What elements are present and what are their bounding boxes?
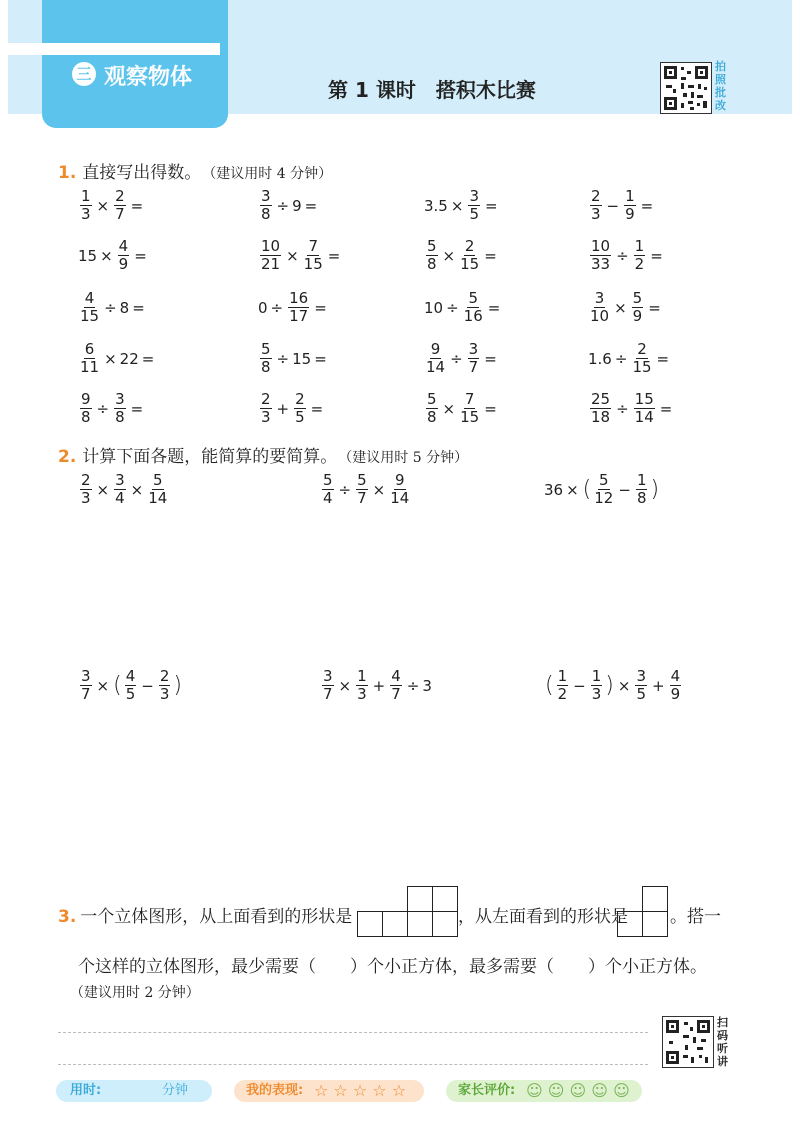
numerator: 5 <box>468 289 478 307</box>
fraction <box>632 341 651 376</box>
fraction <box>114 472 126 507</box>
denominator: 3 <box>591 685 602 703</box>
fraction <box>590 391 611 426</box>
operator: ÷ <box>276 349 290 368</box>
denominator: 3 <box>261 408 271 426</box>
math-expression <box>424 391 500 426</box>
numerator: 16 <box>289 289 309 307</box>
denominator: 15 <box>632 358 652 376</box>
math-expression <box>544 668 683 703</box>
operator: = <box>314 349 327 368</box>
time-unit: 分钟 <box>162 1083 189 1098</box>
operator: = <box>130 399 144 418</box>
numerator: 2 <box>637 340 647 358</box>
denominator: 14 <box>390 489 410 507</box>
numerator: 2 <box>295 390 305 408</box>
numerator: 15 <box>634 390 654 408</box>
section-3-text-a: 一个立体图形，从上面看到的形状是 <box>80 907 353 927</box>
qr-caption-top: 拍照批改 <box>715 60 726 112</box>
numerator: 7 <box>464 390 475 408</box>
fraction <box>632 290 644 325</box>
fraction <box>322 472 334 507</box>
operator: + <box>651 676 665 695</box>
fraction <box>634 391 655 426</box>
denominator: 8 <box>261 358 271 376</box>
denominator: 8 <box>81 408 91 426</box>
operator: − <box>141 676 154 695</box>
fraction <box>80 472 92 507</box>
time-label: 用时: <box>70 1083 102 1098</box>
fraction <box>390 472 409 507</box>
parenthesis: ( <box>582 477 592 502</box>
denominator: 4 <box>323 489 333 507</box>
operator: × <box>338 676 352 695</box>
section-1-hint: （建议用时 4 分钟） <box>209 166 333 182</box>
operator: − <box>606 196 620 215</box>
numerator: 2 <box>591 187 601 205</box>
math-expression <box>588 188 656 223</box>
operator: = <box>484 349 497 368</box>
numerator: 7 <box>308 237 318 255</box>
denominator: 7 <box>323 685 333 703</box>
operator: × <box>104 349 117 368</box>
math-expression <box>78 290 148 325</box>
fraction <box>114 188 126 223</box>
denominator: 3 <box>591 205 601 223</box>
denominator: 9 <box>632 307 643 325</box>
section-2-hint: （建议用时 5 分钟） <box>345 450 469 466</box>
operator: = <box>134 246 147 265</box>
numerator: 5 <box>632 289 643 307</box>
numerator: 3 <box>81 667 91 685</box>
section-1-title: 直接写出得数。 <box>82 163 202 183</box>
operator: = <box>656 349 670 368</box>
denominator: 21 <box>261 255 281 273</box>
section-3-number: 3. <box>58 907 77 927</box>
fraction <box>114 391 126 426</box>
fraction <box>590 290 609 325</box>
number: 36 <box>544 480 564 499</box>
operator: × <box>130 480 144 499</box>
denominator: 5 <box>125 685 136 703</box>
fraction <box>634 238 646 273</box>
operator: + <box>276 399 290 418</box>
numerator: 5 <box>599 471 609 489</box>
fraction <box>80 341 99 376</box>
numerator: 4 <box>670 667 681 685</box>
numerator: 2 <box>81 471 91 489</box>
numerator: 9 <box>395 471 405 489</box>
section-1-number: 1. <box>58 163 77 183</box>
fraction <box>356 472 368 507</box>
numerator: 3 <box>115 471 125 489</box>
section-2-heading <box>58 442 468 467</box>
rating-stars[interactable]: ☆ ☆ ☆ ☆ ☆ <box>314 1081 407 1100</box>
operator: = <box>484 246 497 265</box>
denominator: 7 <box>81 685 91 703</box>
fraction <box>260 391 272 426</box>
performance-label: 我的表现: <box>246 1083 304 1098</box>
number: 0 <box>258 298 268 317</box>
numerator: 5 <box>357 471 367 489</box>
number: 9 <box>292 196 302 215</box>
math-expression <box>588 341 672 376</box>
fraction <box>426 341 445 376</box>
fraction <box>80 391 92 426</box>
operator: ÷ <box>96 399 110 418</box>
operator: × <box>372 480 386 499</box>
operator: = <box>327 246 341 265</box>
operator: = <box>487 298 501 317</box>
operator: × <box>96 676 110 695</box>
operator: × <box>100 246 113 265</box>
numerator: 9 <box>81 390 91 408</box>
numerator: 2 <box>115 187 125 205</box>
operator: = <box>314 298 327 317</box>
operator: = <box>310 399 324 418</box>
denominator: 5 <box>469 205 479 223</box>
operator: × <box>286 246 299 265</box>
math-expression <box>78 238 150 273</box>
fraction <box>557 668 569 703</box>
number: 22 <box>119 349 139 368</box>
fraction <box>294 391 306 426</box>
numerator: 5 <box>323 471 333 489</box>
denominator: 15 <box>460 408 480 426</box>
operator: − <box>618 480 631 499</box>
denominator: 9 <box>118 255 129 273</box>
fraction <box>460 238 479 273</box>
numerator: 3 <box>469 187 479 205</box>
fraction <box>118 238 130 273</box>
numerator: 5 <box>153 471 163 489</box>
numerator: 9 <box>430 340 441 358</box>
fraction <box>590 238 611 273</box>
numerator: 2 <box>464 237 475 255</box>
denominator: 15 <box>80 307 100 325</box>
operator: ÷ <box>614 349 628 368</box>
fraction <box>590 188 602 223</box>
fraction <box>80 290 99 325</box>
operator: = <box>132 298 145 317</box>
section-3-hint: （建议用时 2 分钟） <box>70 985 200 1001</box>
operator: × <box>442 399 456 418</box>
fraction <box>288 290 309 325</box>
lesson-title: 第 1 课时 搭积木比赛 <box>328 78 536 102</box>
denominator: 2 <box>634 255 645 273</box>
section-2-title: 计算下面各题，能简算的要简算。 <box>82 447 338 467</box>
math-expression <box>78 188 146 223</box>
fraction <box>670 668 682 703</box>
operator: × <box>96 196 110 215</box>
math-expression <box>588 391 675 426</box>
denominator: 14 <box>634 408 654 426</box>
fraction <box>426 391 438 426</box>
qr-code-icon[interactable] <box>660 62 712 114</box>
fraction <box>390 668 402 703</box>
section-3-text-b: ，从左面看到的形状是 <box>458 907 628 927</box>
denominator: 14 <box>148 489 168 507</box>
operator: ÷ <box>104 298 117 317</box>
fraction <box>464 290 483 325</box>
number: 10 <box>424 298 444 317</box>
fraction <box>624 188 636 223</box>
math-expression <box>320 472 411 507</box>
denominator: 17 <box>289 307 309 325</box>
number: 15 <box>292 349 312 368</box>
fraction <box>468 341 480 376</box>
math-expression <box>424 341 500 376</box>
fraction <box>304 238 323 273</box>
operator: ÷ <box>450 349 463 368</box>
denominator: 12 <box>594 489 614 507</box>
math-expression <box>258 188 320 223</box>
fraction <box>80 668 92 703</box>
math-expression <box>258 341 330 376</box>
chapter-title: 观察物体 <box>104 65 193 90</box>
denominator: 8 <box>636 489 647 507</box>
parent-label: 家长评价: <box>458 1083 516 1098</box>
operator: ÷ <box>616 246 629 265</box>
operator: × <box>617 676 631 695</box>
denominator: 5 <box>295 408 305 426</box>
numerator: 6 <box>84 340 95 358</box>
operator: × <box>96 480 110 499</box>
numerator: 10 <box>261 237 281 255</box>
number: 3 <box>422 676 432 695</box>
fraction <box>159 668 171 703</box>
denominator: 2 <box>557 685 568 703</box>
section-3-text-c: 。搭一 <box>670 907 721 927</box>
numerator: 3 <box>261 187 271 205</box>
operator: ÷ <box>446 298 459 317</box>
math-expression <box>588 238 666 273</box>
chapter-number-badge: 三 <box>72 62 96 86</box>
operator: = <box>130 196 144 215</box>
fraction <box>260 341 272 376</box>
header-white-stripe <box>8 43 220 55</box>
math-expression <box>258 290 330 325</box>
numerator: 5 <box>261 340 271 358</box>
denominator: 9 <box>670 685 681 703</box>
numerator: 1 <box>625 187 635 205</box>
denominator: 3 <box>81 489 91 507</box>
operator: = <box>141 349 155 368</box>
math-expression <box>320 668 432 703</box>
numerator: 1 <box>591 667 602 685</box>
fraction <box>460 391 479 426</box>
numerator: 25 <box>591 390 611 408</box>
fraction <box>260 238 281 273</box>
denominator: 3 <box>159 685 170 703</box>
numerator: 4 <box>84 289 95 307</box>
denominator: 16 <box>463 307 483 325</box>
fraction <box>356 668 368 703</box>
math-expression <box>424 238 500 273</box>
denominator: 7 <box>357 489 367 507</box>
numerator: 3 <box>636 667 646 685</box>
denominator: 10 <box>590 307 610 325</box>
operator: = <box>650 246 663 265</box>
numerator: 1 <box>357 667 367 685</box>
denominator: 7 <box>468 358 479 376</box>
fraction <box>636 472 648 507</box>
denominator: 33 <box>591 255 611 273</box>
denominator: 4 <box>115 489 125 507</box>
numerator: 5 <box>427 390 437 408</box>
section-3-line-1 <box>58 902 352 927</box>
math-expression <box>78 472 169 507</box>
denominator: 15 <box>303 255 323 273</box>
denominator: 8 <box>427 408 437 426</box>
numerator: 1 <box>557 667 568 685</box>
section-1-heading <box>58 158 332 183</box>
operator: = <box>640 196 654 215</box>
parenthesis: ( <box>545 673 554 698</box>
operator: ÷ <box>276 196 290 215</box>
qr-code-icon-bottom[interactable] <box>662 1016 714 1068</box>
numerator: 3 <box>468 340 479 358</box>
denominator: 14 <box>426 358 446 376</box>
math-expression <box>424 188 501 223</box>
operator: ÷ <box>406 676 420 695</box>
fraction <box>322 668 334 703</box>
numerator: 2 <box>159 667 170 685</box>
math-expression <box>78 391 146 426</box>
number: 1.6 <box>588 349 612 368</box>
parenthesis: ( <box>113 673 122 698</box>
operator: × <box>614 298 627 317</box>
numerator: 4 <box>391 667 401 685</box>
fraction <box>148 472 167 507</box>
math-expression <box>258 238 343 273</box>
parenthesis: ) <box>173 673 182 698</box>
fraction <box>594 472 613 507</box>
math-expression <box>78 668 183 703</box>
operator: × <box>450 196 464 215</box>
math-expression <box>78 341 157 376</box>
parenthesis: ) <box>605 673 614 698</box>
denominator: 3 <box>81 205 91 223</box>
denominator: 8 <box>115 408 125 426</box>
number: 3.5 <box>424 196 448 215</box>
numerator: 10 <box>591 237 611 255</box>
numerator: 3 <box>115 390 125 408</box>
denominator: 8 <box>261 205 271 223</box>
fraction <box>426 238 438 273</box>
operator: ÷ <box>270 298 284 317</box>
operator: × <box>442 246 456 265</box>
numerator: 4 <box>125 667 136 685</box>
math-expression <box>258 391 326 426</box>
operator: = <box>304 196 318 215</box>
parenthesis: ) <box>650 477 660 502</box>
fraction <box>260 188 272 223</box>
operator: ÷ <box>616 399 629 418</box>
operator: ÷ <box>338 480 352 499</box>
fraction <box>80 188 92 223</box>
denominator: 8 <box>427 255 437 273</box>
denominator: 7 <box>115 205 125 223</box>
operator: − <box>573 676 586 695</box>
numerator: 4 <box>118 237 129 255</box>
footer-parent <box>446 1080 642 1102</box>
section-3-line-2: 个这样的立体图形，最少需要（ ）个小正方体，最多需要（ ）个小正方体。 <box>78 957 707 977</box>
answer-line-2 <box>58 1064 648 1065</box>
fraction <box>635 668 647 703</box>
number: 15 <box>78 246 98 265</box>
fraction <box>125 668 137 703</box>
math-expression <box>544 472 660 507</box>
numerator: 3 <box>594 289 605 307</box>
numerator: 1 <box>636 471 647 489</box>
numerator: 1 <box>81 187 91 205</box>
section-2-number: 2. <box>58 447 77 467</box>
fraction <box>591 668 603 703</box>
numerator: 5 <box>427 237 437 255</box>
denominator: 15 <box>460 255 480 273</box>
operator: = <box>484 399 497 418</box>
denominator: 18 <box>591 408 611 426</box>
numerator: 3 <box>323 667 333 685</box>
math-expression <box>588 290 664 325</box>
qr-caption-bottom: 扫码听讲 <box>717 1016 728 1068</box>
numerator: 1 <box>634 237 645 255</box>
operator: = <box>648 298 661 317</box>
denominator: 5 <box>636 685 646 703</box>
number: 8 <box>119 298 130 317</box>
operator: × <box>566 480 579 499</box>
math-expression <box>424 290 503 325</box>
footer-time <box>56 1080 212 1102</box>
footer-performance <box>234 1080 424 1102</box>
operator: = <box>659 399 673 418</box>
denominator: 7 <box>391 685 401 703</box>
operator: = <box>484 196 498 215</box>
rating-faces[interactable]: ☺ ☺ ☺ ☺ ☺ <box>526 1081 630 1100</box>
denominator: 3 <box>357 685 367 703</box>
denominator: 11 <box>80 358 100 376</box>
operator: + <box>372 676 386 695</box>
answer-line-1 <box>58 1032 648 1033</box>
denominator: 9 <box>625 205 635 223</box>
numerator: 2 <box>261 390 271 408</box>
fraction <box>468 188 480 223</box>
